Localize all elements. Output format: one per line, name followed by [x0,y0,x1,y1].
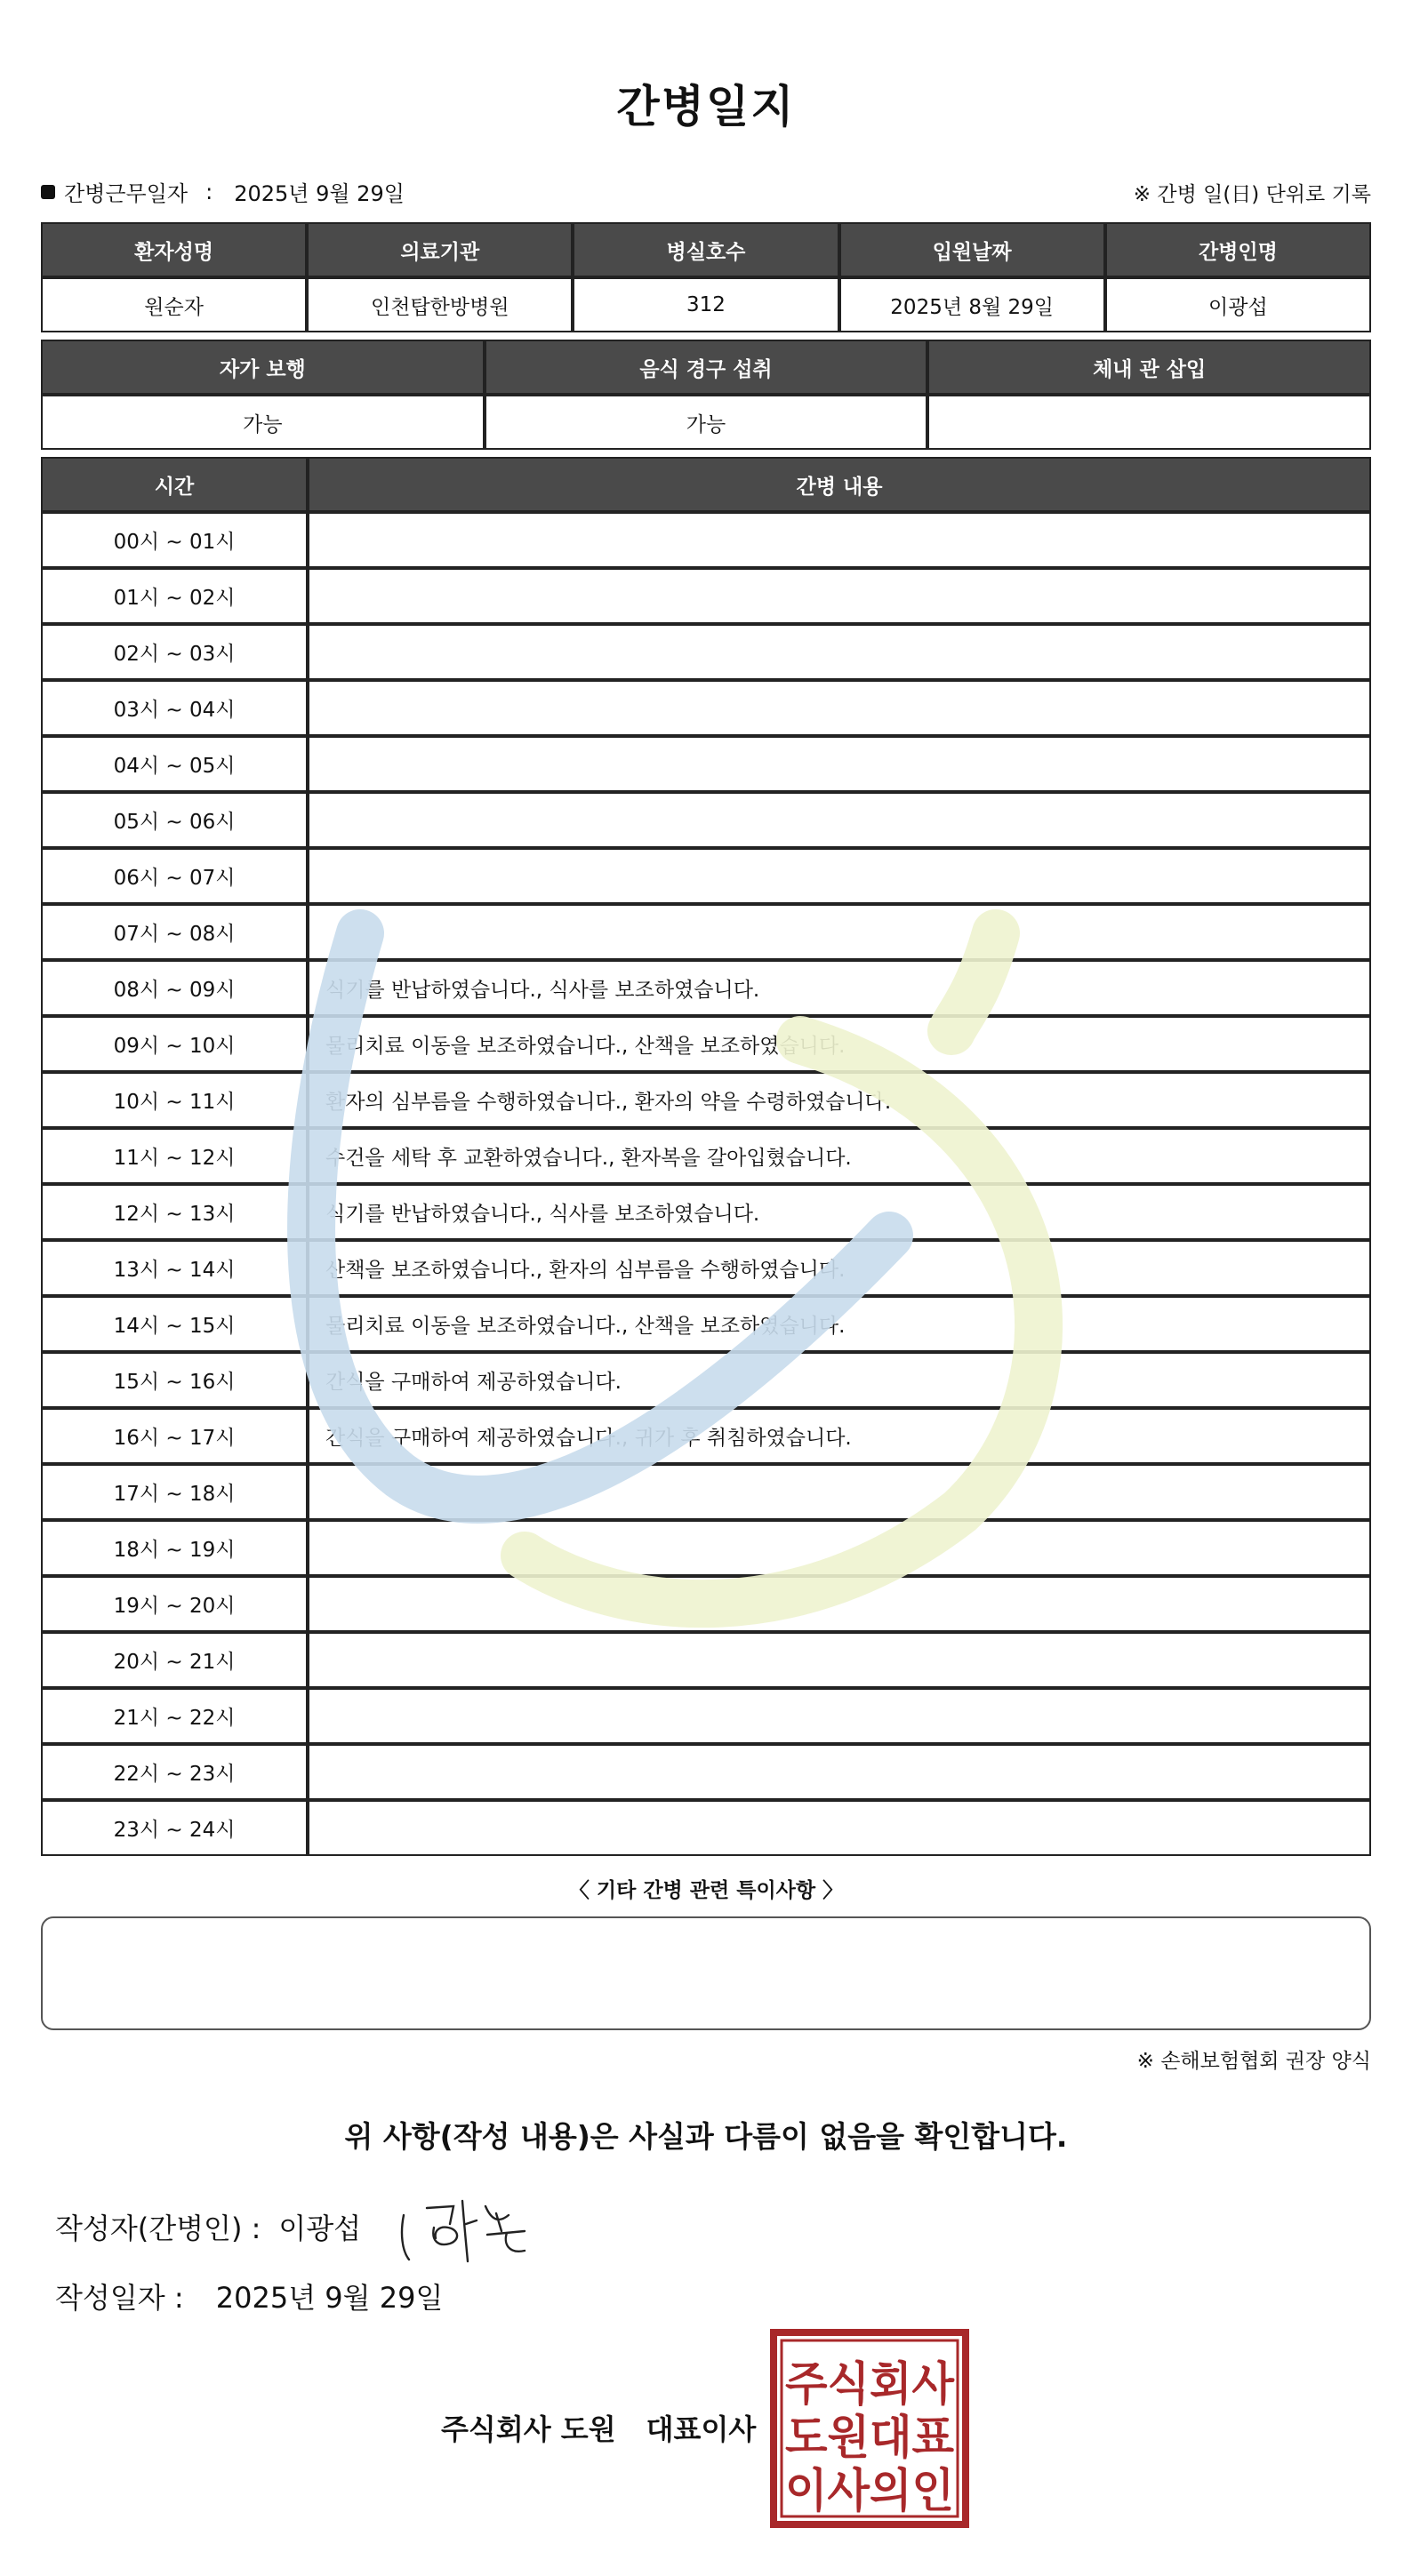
time-slot: 09시 ~ 10시 [41,1016,308,1072]
table-row [41,960,1371,1016]
self-walking-value: 가능 [41,395,485,450]
care-schedule-table [41,457,1371,1856]
time-slot: 12시 ~ 13시 [41,1184,308,1240]
time-slot: 21시 ~ 22시 [41,1688,308,1744]
time-slot: 19시 ~ 20시 [41,1576,308,1632]
care-content: 식기를 반납하였습니다., 식사를 보조하였습니다. [308,960,1371,1016]
care-content [308,680,1371,736]
table-row [41,1184,1371,1240]
time-slot: 05시 ~ 06시 [41,792,308,848]
table-row [41,1576,1371,1632]
company-seal-stamp [770,2329,969,2528]
time-slot: 15시 ~ 16시 [41,1352,308,1408]
time-slot: 04시 ~ 05시 [41,736,308,792]
care-content: 산책을 보조하였습니다., 환자의 심부름을 수행하였습니다. [308,1240,1371,1296]
time-slot: 13시 ~ 14시 [41,1240,308,1296]
table-row [41,1800,1371,1856]
care-content [308,1576,1371,1632]
header-care-content: 간병 내용 [308,457,1371,512]
care-content: 간식을 구매하여 제공하였습니다., 귀가 후 취침하였습니다. [308,1408,1371,1464]
time-slot: 22시 ~ 23시 [41,1744,308,1800]
time-slot: 18시 ~ 19시 [41,1520,308,1576]
header-self-walking: 자가 보행 [41,340,485,395]
header-caregiver: 간병인명 [1105,222,1371,277]
table-row [41,736,1371,792]
header-oral-intake: 음식 경구 섭취 [485,340,928,395]
care-content [308,568,1371,624]
remarks-box [41,1916,1371,2030]
table-row [41,1128,1371,1184]
care-content [308,1632,1371,1688]
table-row [41,848,1371,904]
header-hospital: 의료기관 [307,222,573,277]
table-row [41,1632,1371,1688]
care-content [308,792,1371,848]
care-content [308,1520,1371,1576]
admission-date: 2025년 8월 29일 [839,277,1105,332]
care-content: 물리치료 이동을 보조하였습니다., 산책을 보조하였습니다. [308,1296,1371,1352]
patient-name: 원순자 [41,277,307,332]
writer-line [55,2206,361,2247]
table-row [41,1016,1371,1072]
write-date-value: 2025년 9월 29일 [215,2281,444,2315]
writer-name: 이광섭 [278,2212,362,2245]
schedule-rows [41,512,1371,1856]
care-content [308,512,1371,568]
patient-info-table [41,222,1371,332]
time-slot: 11시 ~ 12시 [41,1128,308,1184]
write-date-label: 작성일자 : [55,2281,184,2315]
time-slot: 06시 ~ 07시 [41,848,308,904]
seal-text-line: 이사의인 [785,2465,954,2518]
header-tube-insertion: 체내 관 삽입 [927,340,1371,395]
oral-intake-value: 가능 [485,395,928,450]
table-row [41,680,1371,736]
table-row [41,624,1371,680]
seal-text-line: 도원대표 [785,2412,954,2465]
handwritten-signature [391,2188,542,2268]
hospital-name: 인천탑한방병원 [307,277,573,332]
care-content [308,848,1371,904]
time-slot: 02시 ~ 03시 [41,624,308,680]
table-row [41,1296,1371,1352]
time-slot: 00시 ~ 01시 [41,512,308,568]
care-content [308,624,1371,680]
care-content: 간식을 구매하여 제공하였습니다. [308,1352,1371,1408]
work-date-label: 간병근무일자 [64,181,189,206]
status-info-table [41,340,1371,450]
care-content: 식기를 반납하였습니다., 식사를 보조하였습니다. [308,1184,1371,1240]
care-content [308,1464,1371,1520]
care-content: 수건을 세탁 후 교환하였습니다., 환자복을 갈아입혔습니다. [308,1128,1371,1184]
table-row [41,1408,1371,1464]
table-row [41,512,1371,568]
care-content: 환자의 심부름을 수행하였습니다., 환자의 약을 수령하였습니다. [308,1072,1371,1128]
table-row [41,1072,1371,1128]
tube-insertion-value [927,395,1371,450]
table-row [41,904,1371,960]
company-ceo-title: 대표이사 [646,2412,757,2446]
time-slot: 23시 ~ 24시 [41,1800,308,1856]
company-name: 주식회사 도원 [441,2412,616,2446]
header-room: 병실호수 [573,222,838,277]
time-slot: 01시 ~ 02시 [41,568,308,624]
care-content: 물리치료 이동을 보조하였습니다., 산책을 보조하였습니다. [308,1016,1371,1072]
time-slot: 03시 ~ 04시 [41,680,308,736]
time-slot: 10시 ~ 11시 [41,1072,308,1128]
company-line [441,2407,756,2448]
table-row [41,568,1371,624]
table-row [41,1352,1371,1408]
note-bottom: ※ 손해보험협회 권장 양식 [1136,2050,1371,2073]
care-content [308,1688,1371,1744]
document-title: 간병일지 [616,81,796,132]
write-date-line [55,2276,443,2316]
table-row [41,792,1371,848]
care-content [308,1800,1371,1856]
confirmation-statement: 위 사항(작성 내용)은 사실과 다름이 없음을 확인합니다. [344,2119,1068,2154]
time-slot: 07시 ~ 08시 [41,904,308,960]
time-slot: 17시 ~ 18시 [41,1464,308,1520]
care-content [308,904,1371,960]
table-row [41,1464,1371,1520]
table-row [41,1520,1371,1576]
work-date-separator: : [205,179,213,204]
note-top: ※ 간병 일(日) 단위로 기록 [1133,183,1371,206]
header-patient-name: 환자성명 [41,222,307,277]
square-bullet-icon [41,185,55,199]
remarks-title: 〈 기타 간병 관련 특이사항 〉 [568,1879,844,1902]
table-row [41,1744,1371,1800]
time-slot: 20시 ~ 21시 [41,1632,308,1688]
time-slot: 16시 ~ 17시 [41,1408,308,1464]
time-slot: 14시 ~ 15시 [41,1296,308,1352]
header-time: 시간 [41,457,308,512]
care-content [308,1744,1371,1800]
seal-text-line: 주식회사 [785,2358,955,2412]
table-row [41,1688,1371,1744]
work-date-value: 2025년 9월 29일 [234,181,405,206]
header-admission-date: 입원날짜 [839,222,1105,277]
table-row [41,1240,1371,1296]
writer-label: 작성자(간병인) : [55,2212,261,2245]
work-date-line [41,176,405,207]
time-slot: 08시 ~ 09시 [41,960,308,1016]
room-number: 312 [573,277,838,332]
caregiver-name: 이광섭 [1105,277,1371,332]
care-content [308,736,1371,792]
